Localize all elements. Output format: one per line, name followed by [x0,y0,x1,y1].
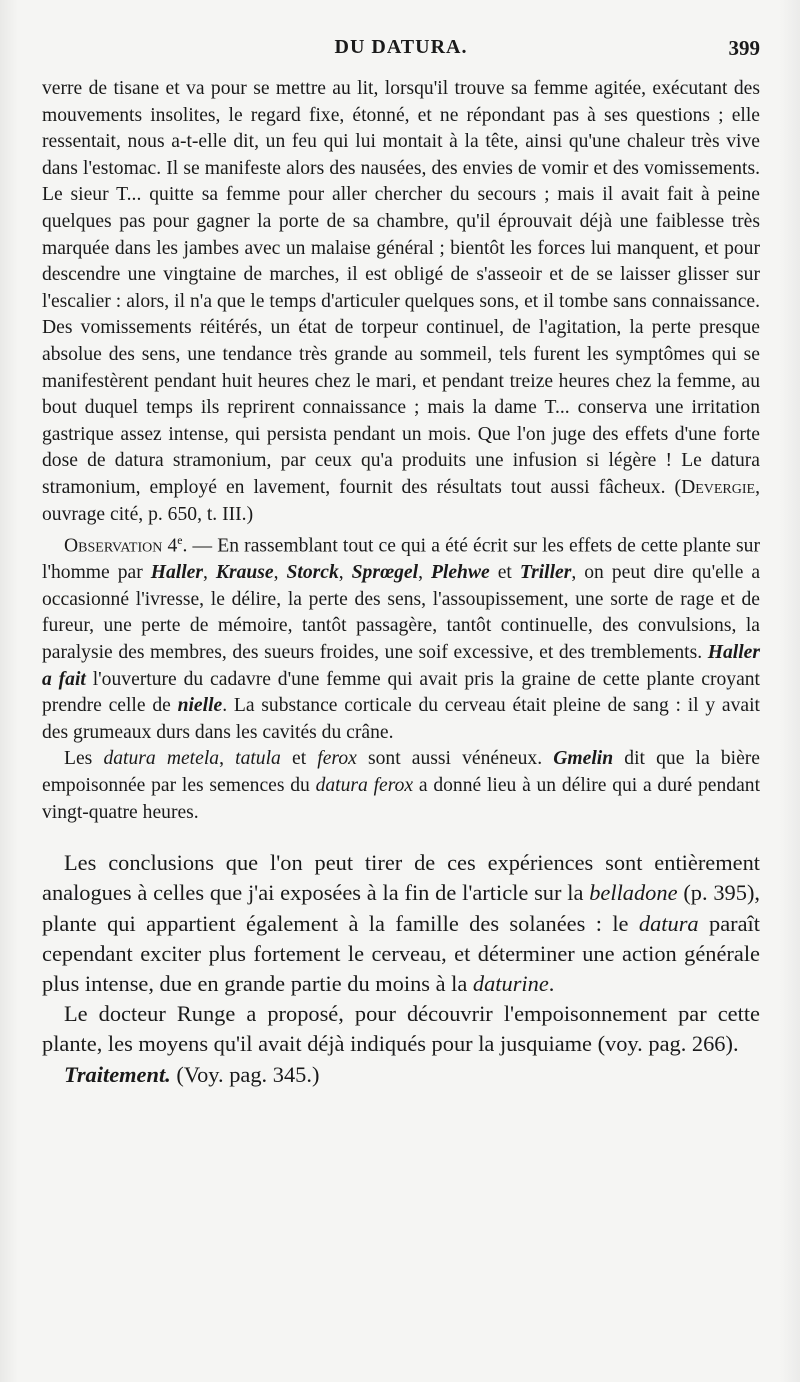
author-name: Haller a fait [42,642,760,690]
species-name: datura ferox [315,774,414,796]
small-print-section [42,76,760,826]
observation-text: , on peut dire qu'elle a occasionné l'ivresse, le délire, la perte des sens, l'assoupissement, une sorte de rage et de fureur, une perte de mémoire, tantôt passagère, tantôt continuelle, des convulsions, la paralysie des membres, des sueurs froides, une soif excessive, et des tremblements. [42,562,761,663]
conclusion-text: paraît cependant exciter plus fortement le cerveau, et déterminer une action générale plus intense, due en grande partie du moins à la [42,910,760,996]
author-name: Storck [286,562,339,584]
species-name: datura metela [103,748,220,770]
species-paragraph [42,746,760,826]
treatment-label: Traitement. [64,1061,171,1087]
citation-open: ( [674,476,682,498]
conclusion-paragraph [42,848,760,999]
species-name: ferox [317,748,357,770]
main-text-section [42,848,760,1090]
species-text: Les [64,748,104,770]
author-name: Plehwe [430,562,490,584]
case-text: verre de tisane et va pour se mettre au lit, lorsqu'il trouve sa femme agitée, exécutant des mouvements insolites, le regard fixe, étonné, et ne répondant pas à ses questions ; elle ressentait, nous a-t-elle dit, un feu qui lui montait à la tête, ainsi qu'une chaleur très vive dans l'estomac. Il se manifeste alors des nausées, des envies de vomir et des vomissements. Le sieur T... quitte sa femme pour aller chercher du secours ; mais il avait fait à peine quelques pas pour gagner la porte de sa chambre, qu'il éprouvait déjà une faiblesse très marquée dans les jambes avec un malaise général ; bientôt les forces lui manquent, et pour descendre une vingtaine de marches, il est obligé de s'asseoir et de se laisser glisser sur l'escalier : alors, il n'a que le temps d'articuler quelques sons, et il tombe sans connaissance. Des vomissements réitérés, un état de torpeur continuel, de l'agitation, la perte presque absolue des sens, une tendance très grande au sommeil, tels furent les symptômes qui se manifestèrent pendant huit heures chez le mari, et pendant treize heures chez la femme, au bout duquel temps ils reprirent connaissance ; mais la dame T... conserva une irritation gastrique assez intense, qui persista pendant un mois. Que l'on juge des effets d'une forte dose de datura stramonium, par ceux qu'a produits une infusion si légère ! Le datura stramonium, employé en lavement, fournit des résultats tout aussi fâcheux. [42,78,760,498]
emphasized-word: datura [638,910,699,936]
observation-text: l'ouverture du cadavre d'une femme qui avait pris la graine de cette plante croyant prendre celle de [42,668,761,717]
separator: , [202,562,216,584]
emphasized-word: nielle [177,695,223,717]
separator: et [489,562,520,584]
emphasized-word: daturine [472,970,549,996]
author-name: Gmelin [553,748,614,770]
observation-label: Observation [64,535,163,557]
running-head: DU DATURA. [334,36,468,58]
page-header [42,36,760,76]
species-text: dit que la bière empoisonnée par les semences du [42,748,760,796]
treatment-paragraph [42,1060,760,1090]
species-text: sont aussi vénéneux. [356,748,554,770]
author-name: Triller [519,562,572,584]
treatment-reference: (Voy. pag. 345.) [170,1061,320,1087]
conclusion-text: Les conclusions que l'on peut tirer de ces expériences sont entièrement analogues à celles que j'ai exposées à la fin de l'article sur la [42,850,760,906]
conclusion-text: . [548,970,555,996]
emphasized-word: belladone [589,880,678,906]
species-text: et [280,748,318,770]
runge-paragraph: Le docteur Runge a proposé, pour découvrir l'empoisonnement par cette plante, les moyens qu'il avait déjà indiqués pour la jusquiame (voy. pag. 266). [42,1001,760,1057]
conclusion-text: (p. 395), plante qui appartient également à la famille des solanées : le [42,880,761,936]
separator: , [418,562,431,584]
species-name: tatula [235,748,281,770]
separator: , [338,562,352,584]
observation-text: . La substance corticale du cerveau était pleine de sang : il y avait des grumeaux durs dans les cavités du crâne. [42,695,760,743]
separator: , [273,562,287,584]
citation-author: Devergie [681,476,756,498]
species-text: , [219,748,236,770]
observation-number-sup: e [177,534,183,548]
author-name: Haller [150,562,203,584]
page-number: 399 [728,36,760,60]
citation-rest: , ouvrage cité, p. 650, t. III.) [42,476,760,525]
species-text: a donné lieu à un délire qui a duré pendant vingt-quatre heures. [42,774,761,823]
author-name: Krause [215,562,274,584]
observation-text: . — En rassemblant tout ce qui a été écrit sur les effets de cette plante sur l'homme par [42,535,760,584]
observation-paragraph [42,528,760,746]
case-paragraph [42,76,760,528]
author-name: Sprœgel [351,562,419,584]
observation-number: 4 [167,535,178,557]
